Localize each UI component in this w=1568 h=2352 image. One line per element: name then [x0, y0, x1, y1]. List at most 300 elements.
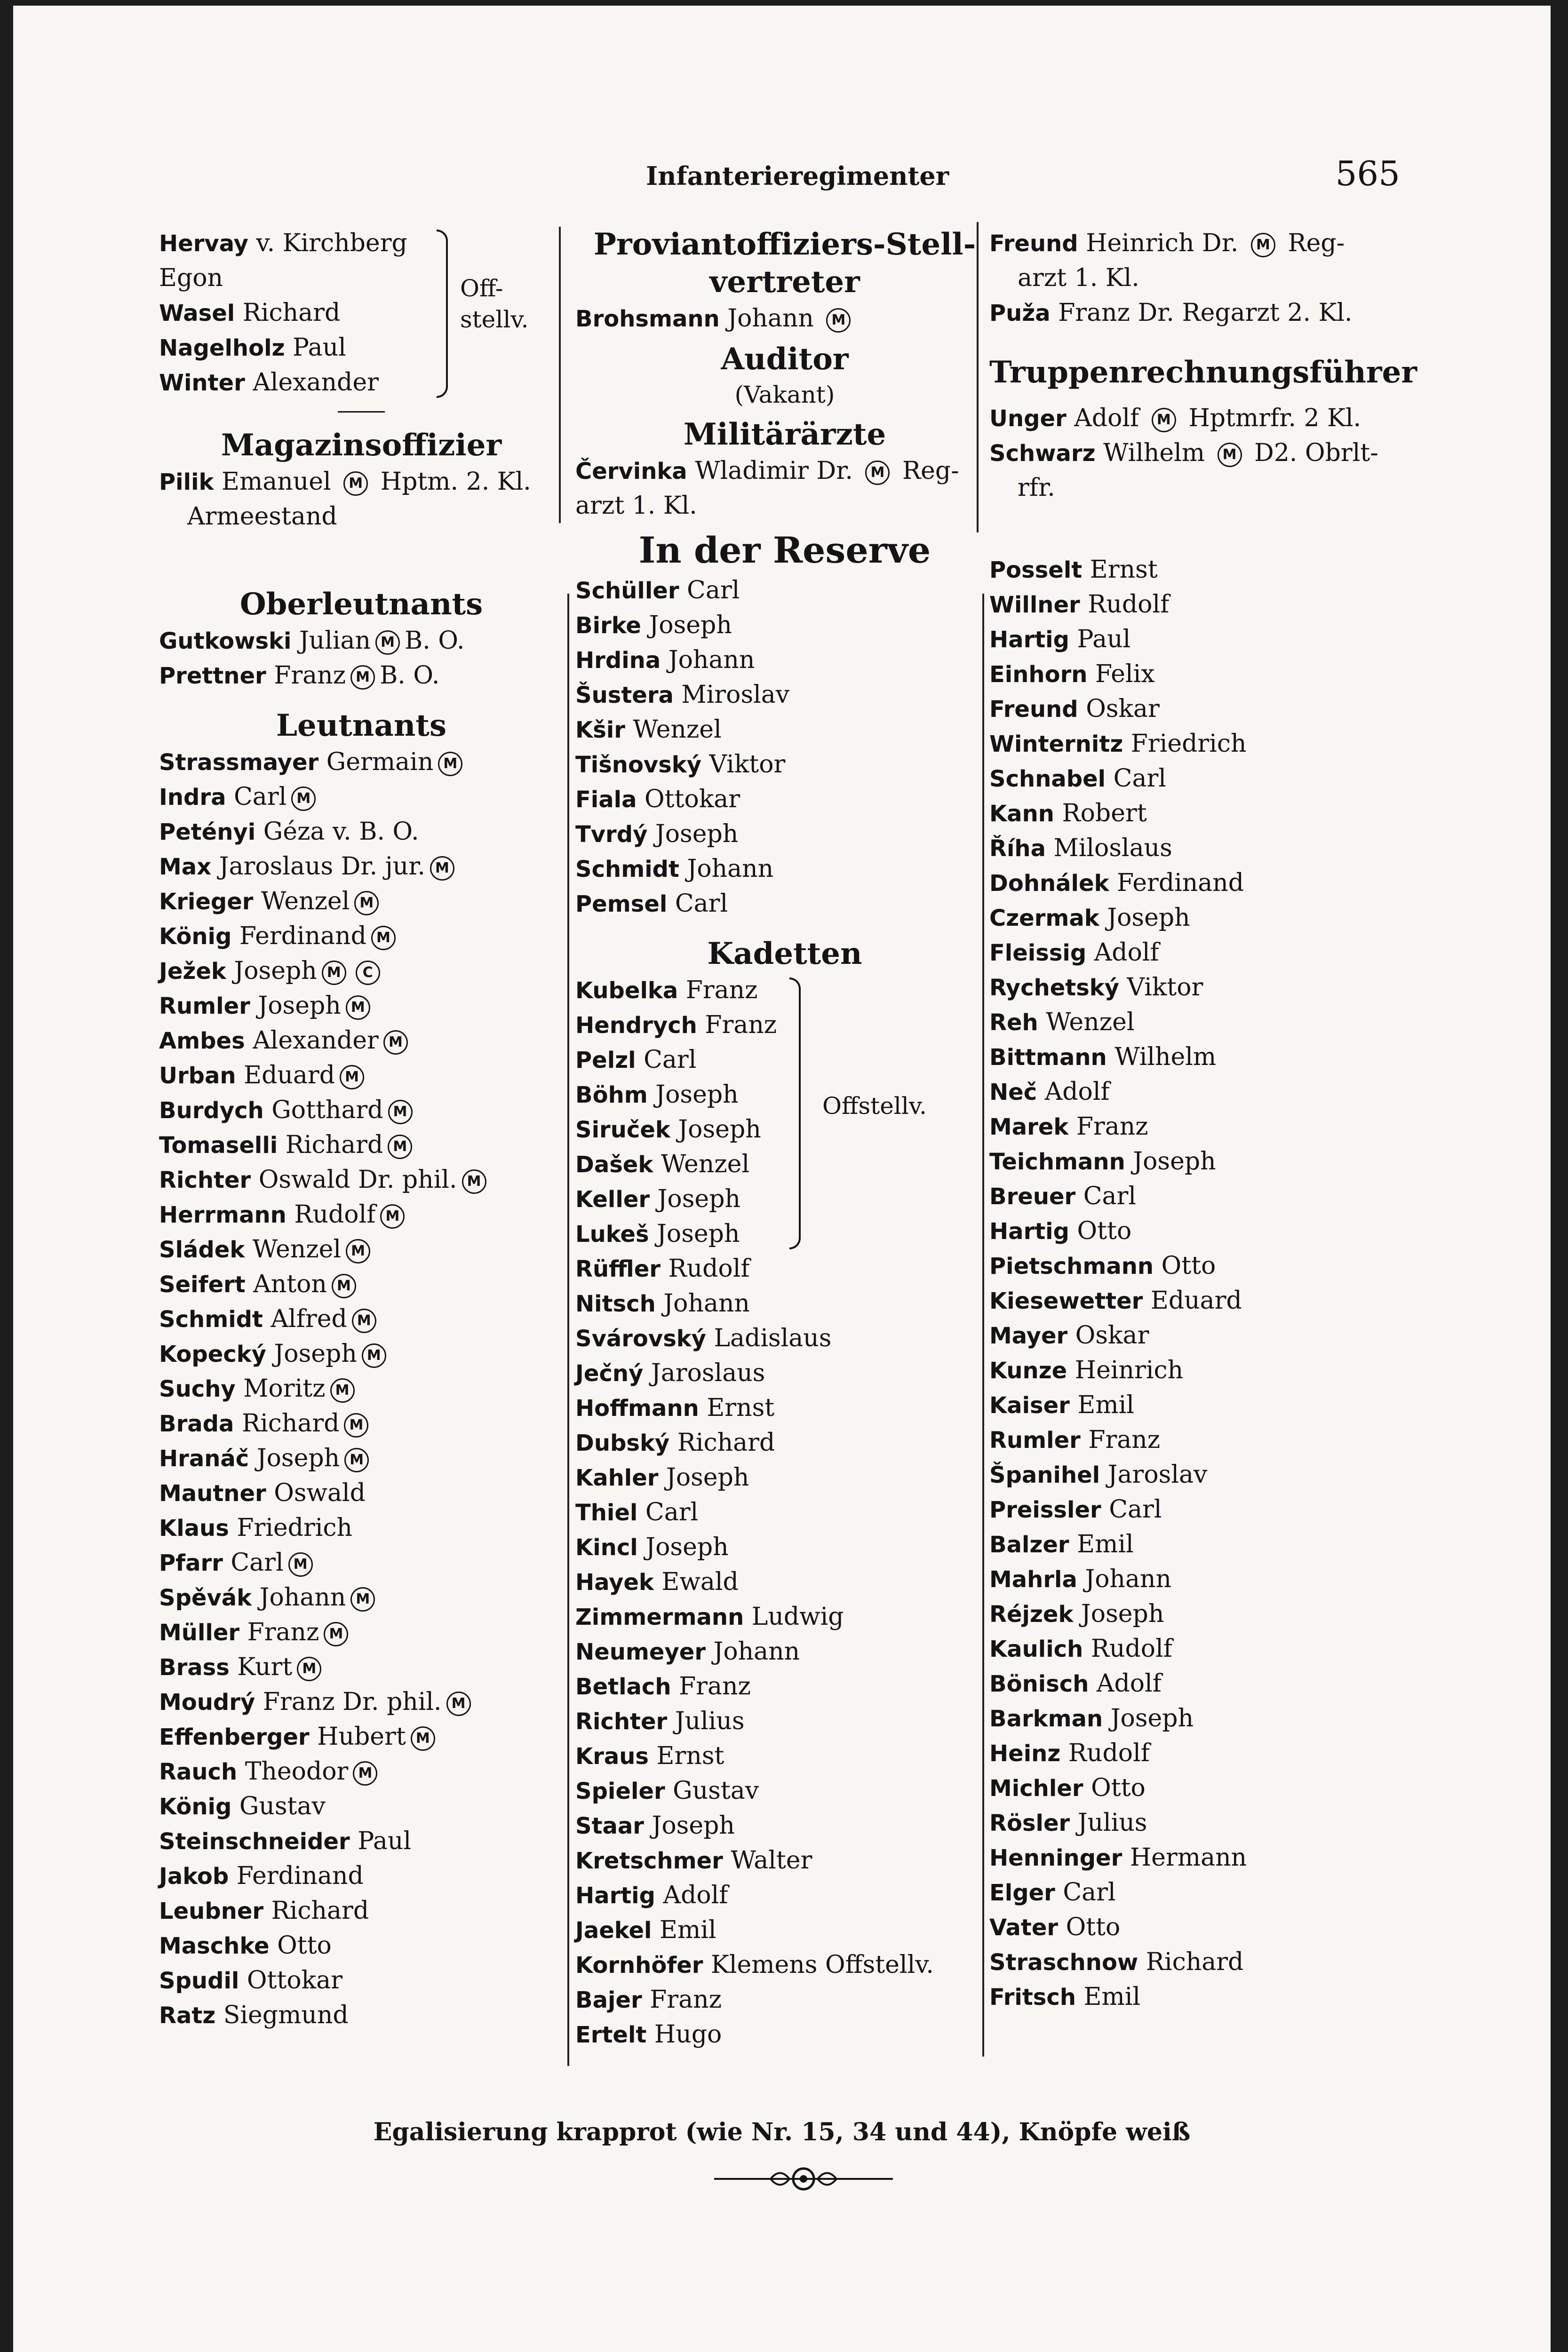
surname: Lukeš [575, 1221, 649, 1248]
given-name: Moritz [243, 1375, 326, 1403]
entry-continuation: rfr. [1018, 474, 1055, 502]
circled-m-icon: M [297, 1657, 321, 1681]
heading-line: vertreter [709, 264, 860, 300]
given-name: Eduard [244, 1061, 335, 1089]
roster-entry [989, 1631, 1399, 1666]
surname: Pietschmann [989, 1253, 1154, 1279]
brace [789, 977, 801, 1249]
given-name: Franz Dr. phil. [263, 1688, 442, 1716]
surname: Jakob [159, 1863, 229, 1890]
given-name: Ottokar [645, 785, 740, 813]
given-name: v. Kirchberg [256, 229, 407, 257]
surname: Mautner [159, 1480, 266, 1507]
surname: Rumler [159, 993, 250, 1019]
given-name: Carl [233, 783, 287, 811]
roster-entry [575, 1286, 994, 1321]
rank: Hptm. 2. Kl. [380, 468, 531, 496]
surname: Pilik [159, 469, 214, 495]
given-name: Ladislaus [714, 1324, 832, 1352]
roster-entry [989, 1527, 1399, 1562]
surname: Hervay [159, 230, 248, 257]
surname: Schmidt [575, 856, 679, 882]
given-name: Carl [1109, 1495, 1162, 1524]
offstellv-label-line2: stellv. [460, 306, 529, 333]
surname: Prettner [159, 663, 266, 689]
roster-entry [575, 1042, 994, 1077]
roster-entry [575, 1704, 994, 1739]
circled-m-icon: M [332, 1274, 356, 1298]
given-name: Otto [277, 1931, 332, 1960]
given-name: Viktor [1127, 973, 1203, 1001]
surname: Kretschmer [575, 1848, 723, 1874]
roster-entry [159, 1406, 564, 1441]
offstellv-label [460, 273, 529, 335]
given-name: Heinrich [1075, 1356, 1184, 1384]
roster-entry [989, 935, 1399, 970]
surname: Siruček [575, 1117, 670, 1143]
given-name: Oswald [274, 1479, 366, 1507]
surname: Posselt [989, 557, 1082, 583]
offstellv-group [159, 226, 564, 400]
roster-entry [159, 1267, 564, 1302]
given-name: Emanuel [222, 468, 331, 496]
kadetten-offstellv-label: Offstellv. [822, 1092, 927, 1120]
surname: Balzer [989, 1532, 1069, 1558]
surname: Urban [159, 1063, 236, 1089]
surname: Leubner [159, 1898, 264, 1924]
surname: Schwarz [989, 440, 1096, 467]
given-name: Siegmund [223, 2001, 349, 2029]
given-name: Adolf [1044, 1078, 1110, 1106]
roster-entry [989, 970, 1399, 1005]
roster-entry [575, 1356, 994, 1391]
surname: Kann [989, 801, 1054, 827]
surname: Czermak [989, 905, 1099, 931]
surname: Brada [159, 1411, 234, 1437]
roster-entry [575, 851, 994, 886]
given-name: Richard [677, 1429, 775, 1457]
surname: Thiel [575, 1500, 638, 1526]
given-name: Richard [285, 1131, 383, 1159]
surname: Kšir [575, 717, 625, 743]
given-name: Carl [1113, 764, 1166, 793]
roster-entry [159, 1893, 564, 1928]
surname: Nagelholz [159, 335, 285, 361]
given-name: Alexander [253, 368, 379, 397]
surname: Krieger [159, 889, 254, 915]
given-name: Otto [1077, 1217, 1132, 1245]
roster-entry [575, 1391, 994, 1425]
roster-entry [989, 1005, 1399, 1040]
surname: Burdych [159, 1097, 264, 1124]
circled-m-icon: M [288, 1552, 313, 1577]
circled-m-icon: M [291, 787, 316, 811]
given-name: Wenzel [261, 887, 350, 915]
given-name: Joseph [1107, 904, 1190, 932]
surname: Petényi [159, 819, 256, 845]
roster-entry [989, 1701, 1399, 1736]
given-name: Hermann [1130, 1843, 1247, 1872]
given-name: Johann [1085, 1565, 1171, 1593]
surname: Hranáč [159, 1446, 249, 1472]
roster-entry [575, 2017, 994, 2052]
surname: Freund [989, 696, 1078, 723]
given-name: Adolf [663, 1881, 728, 1909]
given-name: Egon [159, 264, 223, 292]
surname: Bajer [575, 1987, 642, 2013]
surname: Strassmayer [159, 749, 319, 776]
surname: Pelzl [575, 1047, 636, 1073]
given-name: Carl [687, 576, 740, 604]
given-name: Alfred [271, 1305, 347, 1333]
roster-entry [159, 1510, 564, 1545]
given-name: Wenzel [633, 715, 722, 744]
given-name: Joseph [655, 1081, 739, 1109]
surname: Hartig [575, 1883, 655, 1909]
given-name: Carl [1063, 1878, 1116, 1907]
surname: Indra [159, 784, 226, 810]
roster-entry [989, 552, 1399, 587]
surname: Ertelt [575, 2022, 647, 2048]
roster-entry [159, 849, 564, 884]
circled-m-icon: M [1251, 233, 1275, 257]
roster-entry [575, 1599, 994, 1634]
roster-entry [159, 1789, 564, 1824]
surname: Mayer [989, 1323, 1068, 1349]
surname: Birke [575, 612, 641, 639]
surname: Hendrych [575, 1012, 697, 1039]
given-name: Adolf [1074, 404, 1139, 432]
given-name: Géza v. B. O. [263, 818, 419, 846]
circled-m-icon: M [340, 1065, 364, 1089]
surname: Brohsmann [575, 306, 720, 332]
given-name: Franz [1076, 1112, 1148, 1141]
surname: Henninger [989, 1845, 1122, 1871]
circled-m-icon: M [462, 1169, 486, 1194]
roster-entry [989, 691, 1399, 726]
given-name: Johann [663, 1289, 750, 1318]
roster-entry [159, 1615, 564, 1650]
surname: Tvrdý [575, 821, 648, 848]
surname: Marek [989, 1114, 1069, 1140]
circled-c-icon: C [356, 961, 380, 985]
surname: Klaus [159, 1515, 229, 1542]
surname: Dašek [575, 1152, 653, 1178]
roster-entry [989, 1179, 1399, 1214]
given-name: Joseph [649, 611, 732, 639]
circled-m-icon: M [344, 1413, 368, 1438]
roster-entry [989, 1318, 1399, 1353]
given-name: Joseph [258, 992, 341, 1020]
given-name: Otto [1091, 1774, 1146, 1802]
surname: Puža [989, 300, 1051, 326]
roster-entry [575, 1808, 994, 1843]
given-name: Jaroslaus Dr. jur. [219, 852, 425, 881]
surname: Fleissig [989, 940, 1087, 966]
roster-entry [989, 1597, 1399, 1631]
roster-entry [159, 1685, 564, 1719]
roster-entry [575, 643, 994, 677]
roster-entry [989, 1248, 1399, 1283]
circled-m-icon: M [375, 630, 400, 655]
roster-entry [159, 1650, 564, 1685]
roster-entry [159, 226, 564, 261]
given-name: Jaroslav [1107, 1461, 1208, 1489]
surname: Fritsch [989, 1984, 1076, 2010]
given-name: Johann [713, 1637, 800, 1666]
roster-entry [575, 608, 994, 643]
given-name: Joseph [666, 1463, 749, 1492]
roster-entry [159, 1197, 564, 1232]
surname: Zimmermann [575, 1604, 744, 1630]
circled-m-icon: M [362, 1343, 386, 1368]
given-name: Julian [299, 627, 371, 655]
roster-entry [159, 365, 564, 400]
surname: Straschnow [989, 1949, 1138, 1976]
surname: Spudil [159, 1968, 239, 1994]
given-name: Joseph [1081, 1600, 1164, 1628]
roster-entry [159, 1302, 564, 1336]
surname: Červinka [575, 458, 687, 485]
surname: Réjzek [989, 1601, 1074, 1628]
circled-m-icon: M [322, 961, 346, 985]
roster-entry [575, 1251, 994, 1286]
roster-entry [989, 866, 1399, 900]
given-name: Adolf [1094, 938, 1159, 967]
given-name: Kurt [237, 1653, 293, 1681]
surname: Rauch [159, 1759, 238, 1785]
surname: Barkman [989, 1706, 1103, 1732]
surname: Willner [989, 592, 1080, 618]
roster-entry [575, 1182, 994, 1216]
surname: Říha [989, 835, 1046, 862]
roster-entry [159, 1232, 564, 1267]
roster-entry [575, 1112, 994, 1147]
roster-entry [575, 1634, 994, 1669]
given-name: Johann [668, 646, 755, 674]
roster-entry [989, 900, 1399, 935]
given-name: Wenzel [1046, 1008, 1135, 1036]
section-heading-militaeraerzte: Militärärzte [683, 417, 886, 452]
given-name: Friedrich [237, 1514, 353, 1542]
given-name: Ottokar [247, 1966, 343, 1994]
surname: Elger [989, 1880, 1055, 1906]
surname: Max [159, 854, 212, 880]
entry-continuation: arzt 1. Kl. [575, 492, 697, 520]
circled-m-icon: M [346, 995, 370, 1020]
roster-entry [989, 657, 1399, 691]
roster-entry [159, 814, 564, 849]
given-name: Felix [1095, 660, 1155, 688]
surname: Mahrla [989, 1566, 1077, 1593]
surname: Betlach [575, 1674, 671, 1700]
given-name: Ferdinand [239, 922, 366, 950]
surname: Maschke [159, 1933, 270, 1959]
column-left [159, 226, 564, 2033]
given-name: Emil [659, 1916, 716, 1944]
roster-entry [575, 1947, 994, 1982]
roster-entry [989, 1979, 1399, 2014]
roster-entry [989, 1875, 1399, 1910]
given-name: Paul [1077, 625, 1131, 653]
auditor-vacancy: (Vakant) [734, 381, 835, 408]
page-number: 565 [1335, 154, 1400, 193]
given-name: Joseph [655, 820, 739, 848]
roster-entry [989, 1805, 1399, 1840]
given-name: Ernst [1090, 556, 1158, 584]
given-name: Joseph [678, 1115, 761, 1144]
circled-m-icon: M [354, 891, 379, 915]
surname: Heinz [989, 1740, 1061, 1767]
entry-proviant [575, 301, 994, 336]
roster-entry [575, 1425, 994, 1460]
given-name: Gustav [673, 1777, 759, 1805]
roster-entry [989, 796, 1399, 831]
page [13, 6, 1551, 2352]
section-heading-reserve: In der Reserve [638, 529, 931, 571]
given-name: Carl [231, 1549, 284, 1577]
divider [338, 411, 385, 413]
given-name: Rudolf [668, 1255, 750, 1283]
given-name: Joseph [657, 1220, 740, 1248]
circled-m-icon: M [324, 1622, 348, 1646]
circled-m-icon: M [371, 926, 396, 950]
given-name: Emil [1083, 1983, 1141, 2011]
entry-truppenrechnungsfuehrer [989, 436, 1399, 470]
given-name: Anton [253, 1270, 327, 1298]
surname: Schnabel [989, 766, 1106, 792]
circled-m-icon: M [430, 856, 454, 881]
roster-entry [989, 1144, 1399, 1179]
given-name: Joseph [1133, 1147, 1216, 1176]
surname: Nitsch [575, 1291, 656, 1317]
given-name: Franz [679, 1672, 751, 1700]
surname: Gutkowski [159, 628, 292, 654]
given-name: Adolf [1096, 1669, 1162, 1698]
surname: Neč [989, 1079, 1037, 1105]
roster-entry [575, 1565, 994, 1599]
roster-entry [575, 1495, 994, 1530]
given-name: Joseph [234, 957, 317, 985]
surname: Winter [159, 370, 245, 396]
given-name: Theodor [245, 1757, 349, 1786]
given-name: Oskar [1075, 1321, 1149, 1350]
given-name: Otto [1066, 1913, 1121, 1941]
given-name: Otto [1161, 1252, 1216, 1280]
surname: Kraus [575, 1743, 649, 1770]
given-name: Heinrich Dr. [1086, 229, 1239, 257]
given-name: Paul [293, 334, 346, 362]
surname: Kaulich [989, 1636, 1083, 1662]
given-name: Miroslav [681, 681, 790, 709]
surname: Böhm [575, 1082, 648, 1108]
surname: Kopecký [159, 1341, 266, 1367]
entry-arzt [989, 295, 1399, 330]
roster-entry [159, 1580, 564, 1615]
given-name: Rudolf [294, 1200, 376, 1229]
given-name: Julius [675, 1707, 745, 1735]
surname: Keller [575, 1186, 650, 1213]
roster-entry [159, 1023, 564, 1058]
roster-entry [989, 1910, 1399, 1945]
circled-m-icon: M [1152, 408, 1176, 432]
circled-m-icon: M [353, 1761, 377, 1786]
given-name: Rudolf [1068, 1739, 1150, 1767]
given-name: Wenzel [252, 1235, 342, 1263]
rank: Reg- [902, 457, 959, 485]
roster-entry [989, 1283, 1399, 1318]
given-name: Emil [1077, 1530, 1134, 1558]
rank: D2. Obrlt- [1254, 439, 1378, 467]
surname: Pemsel [575, 891, 668, 917]
roster-entry [989, 1353, 1399, 1388]
given-name: Wladimir Dr. [695, 457, 853, 485]
surname: König [159, 1794, 232, 1820]
surname: Rösler [989, 1810, 1070, 1836]
roster-entry [575, 1669, 994, 1704]
given-name: Johann [687, 855, 774, 883]
roster-entry [989, 761, 1399, 796]
given-name: Ernst [707, 1394, 775, 1422]
roster-entry [575, 1739, 994, 1773]
given-name: Joseph [274, 1340, 357, 1368]
roster-entry [989, 1214, 1399, 1248]
surname: Hartig [989, 1218, 1069, 1245]
entry-continuation: Armeestand [187, 502, 337, 531]
roster-entry [159, 1719, 564, 1754]
surname: Staar [575, 1813, 644, 1839]
circled-m-icon: M [344, 1448, 369, 1472]
given-name: Hubert [317, 1723, 406, 1751]
given-name: Franz [274, 661, 346, 690]
given-name: Ernst [656, 1742, 724, 1770]
section-heading-leutnants: Leutnants [276, 708, 446, 743]
circled-m-icon: M [1218, 443, 1242, 467]
roster-entry [575, 677, 994, 712]
surname: Winternitz [989, 731, 1123, 757]
roster-entry [575, 1773, 994, 1808]
given-name: Carl [1083, 1182, 1137, 1210]
roster-entry [159, 1545, 564, 1580]
roster-entry [159, 1963, 564, 1998]
given-name: Johann [727, 304, 814, 333]
roster-entry [575, 782, 994, 817]
roster-entry [989, 726, 1399, 761]
surname: Seifert [159, 1271, 246, 1298]
surname: Kaiser [989, 1392, 1070, 1419]
surname: Kornhöfer [575, 1952, 703, 1979]
roster-entry [575, 573, 994, 608]
column-rule [567, 594, 569, 2066]
section-heading-oberleutnants: Oberleutnants [239, 587, 483, 622]
roster-entry [575, 712, 994, 747]
given-name: Richard [241, 1409, 340, 1438]
circled-m-icon: M [446, 1692, 471, 1716]
roster-entry [159, 623, 564, 658]
surname: Schmidt [159, 1306, 263, 1333]
section-heading-auditor: Auditor [721, 342, 849, 377]
surname: Kincl [575, 1534, 638, 1561]
roster-entry [159, 1928, 564, 1963]
circled-m-icon: M [330, 1378, 355, 1403]
given-name: Carl [645, 1498, 699, 1526]
roster-entry [159, 1058, 564, 1093]
roster-entry [159, 1371, 564, 1406]
roster-entry [989, 1562, 1399, 1597]
surname: Sládek [159, 1237, 245, 1263]
surname: Hayek [575, 1569, 654, 1596]
ornament-icon [714, 2165, 893, 2193]
